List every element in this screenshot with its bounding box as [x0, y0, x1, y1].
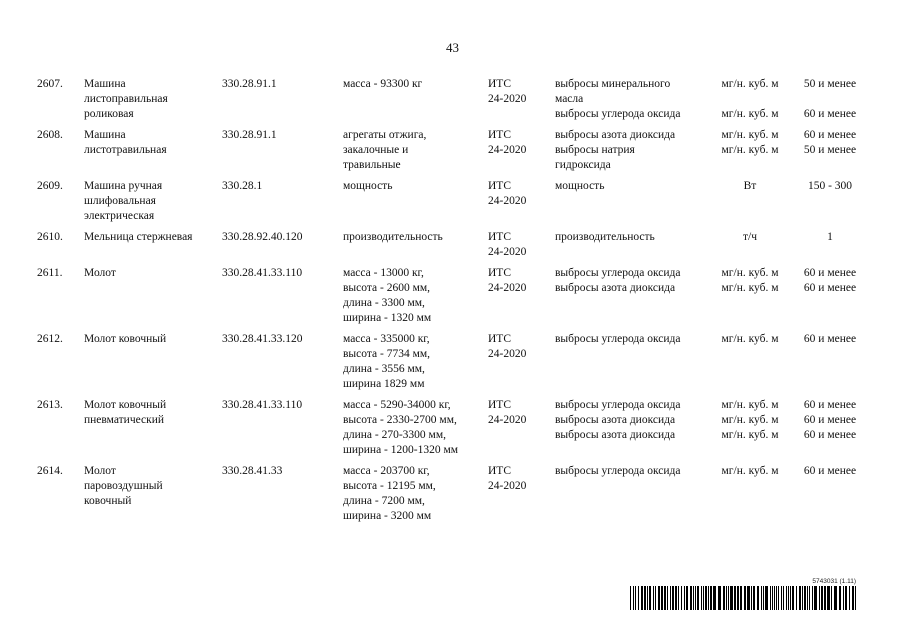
barcode-bar — [638, 586, 639, 610]
barcode-bar — [726, 586, 727, 610]
units-cell — [708, 128, 792, 158]
emission-parameters-text: выбросы минерального — [555, 78, 671, 90]
barcode-bar — [728, 586, 729, 610]
row-number-cell — [37, 464, 63, 479]
row-number-cell — [37, 332, 63, 347]
barcode-bar — [778, 586, 779, 610]
barcode-bar — [703, 586, 704, 610]
itc-reference-text: 24-2020 — [488, 144, 527, 156]
classifier-code-cell — [222, 398, 302, 413]
equipment-name-text: ковочный — [84, 495, 132, 507]
barcode-bar — [855, 586, 856, 610]
characteristics-text: травильные — [343, 159, 401, 171]
characteristics-cell — [343, 77, 422, 92]
barcode-bar — [701, 586, 702, 610]
equipment-name-text: Молот — [84, 465, 116, 477]
barcode-bar — [655, 586, 656, 610]
limit-values-cell — [790, 230, 870, 245]
barcode-bar — [802, 586, 803, 610]
units-text: т/ч — [742, 231, 757, 243]
itc-reference-text: 24-2020 — [488, 195, 527, 207]
emission-parameters-text: выбросы азота диоксида — [555, 429, 676, 441]
emission-parameters-cell — [555, 179, 604, 194]
equipment-name-text: Мельница стержневая — [84, 231, 193, 243]
characteristics-cell — [343, 332, 430, 392]
barcode-bar — [849, 586, 850, 610]
barcode-bar — [649, 586, 651, 610]
units-text — [708, 92, 792, 107]
classifier-code-cell — [222, 464, 282, 479]
itc-reference-cell — [488, 332, 526, 362]
barcode-bar — [730, 586, 733, 610]
itc-reference-cell — [488, 77, 526, 107]
units-text: мг/н. куб. м — [721, 414, 779, 426]
barcode-bar — [695, 586, 696, 610]
barcode-bar — [675, 586, 677, 610]
units-text: мг/н. куб. м — [721, 144, 779, 156]
characteristics-text: производительность — [343, 231, 443, 243]
barcode-bar — [740, 586, 742, 610]
barcode-bar — [661, 586, 663, 610]
characteristics-text: закалочные и — [343, 144, 409, 156]
equipment-name-text: Молот — [84, 267, 116, 279]
classifier-code-cell — [222, 179, 262, 194]
characteristics-cell — [343, 179, 392, 194]
emission-parameters-text: масла — [555, 93, 584, 105]
barcode-bar — [705, 586, 707, 610]
classifier-code-cell — [222, 266, 302, 281]
characteristics-text: масса - 13000 кг, — [343, 267, 424, 279]
units-text: мг/н. куб. м — [721, 399, 779, 411]
emission-parameters-cell — [555, 266, 681, 296]
barcode-bar — [647, 586, 648, 610]
units-text: мг/н. куб. м — [721, 78, 779, 90]
limit-values-text: 60 и менее — [803, 129, 857, 141]
classifier-code-cell — [222, 332, 303, 347]
barcode-bar — [747, 586, 750, 610]
barcode-bar — [796, 586, 797, 610]
barcode-bar — [804, 586, 806, 610]
limit-values-text: 60 и менее — [803, 108, 857, 120]
limit-values-text: 60 и менее — [803, 267, 857, 279]
limit-values-cell — [790, 332, 870, 347]
itc-reference-text: 24-2020 — [488, 414, 527, 426]
equipment-name-text: листотравильная — [84, 144, 167, 156]
limit-values-text — [790, 92, 870, 107]
barcode-bar — [641, 586, 643, 610]
units-cell — [708, 179, 792, 194]
classifier-code-text: 330.28.41.33 — [222, 465, 283, 477]
equipment-name-text: Молот ковочный — [84, 333, 167, 345]
characteristics-cell — [343, 230, 443, 245]
barcode-bar — [788, 586, 789, 610]
equipment-name-cell — [84, 179, 162, 224]
barcode-bar — [670, 586, 671, 610]
equipment-name-text: роликовая — [84, 108, 134, 120]
units-text: мг/н. куб. м — [721, 282, 779, 294]
barcode-bar — [686, 586, 688, 610]
barcode-bar — [827, 586, 830, 610]
itc-reference-cell — [488, 266, 526, 296]
itc-reference-text: 24-2020 — [488, 480, 527, 492]
equipment-name-text: Машина — [84, 129, 126, 141]
characteristics-cell — [343, 266, 431, 326]
barcode-bar — [807, 586, 808, 610]
itc-reference-text: 24-2020 — [488, 348, 527, 360]
emission-parameters-cell — [555, 332, 681, 347]
itc-reference-text: ИТС — [488, 180, 511, 192]
characteristics-text: масса - 335000 кг, — [343, 333, 430, 345]
characteristics-text: мощность — [343, 180, 393, 192]
row-number-text: 2612. — [37, 333, 63, 345]
limit-values-text: 60 и менее — [803, 465, 857, 477]
barcode-bar — [790, 586, 791, 610]
barcode-bar — [633, 586, 634, 610]
units-cell — [708, 398, 792, 443]
row-number-cell — [37, 266, 62, 281]
equipment-name-text: пневматический — [84, 414, 165, 426]
itc-reference-cell — [488, 179, 526, 209]
equipment-name-text: листоправильная — [84, 93, 168, 105]
classifier-code-text: 330.28.41.33.120 — [222, 333, 303, 345]
barcode-bar — [845, 586, 847, 610]
barcode-bar — [667, 586, 668, 610]
limit-values-cell — [790, 464, 870, 479]
barcode-bar — [710, 586, 712, 610]
barcode-bar — [839, 586, 841, 610]
row-number-text: 2608. — [37, 129, 63, 141]
barcode-bar — [772, 586, 773, 610]
barcode-bar — [708, 586, 709, 610]
characteristics-cell — [343, 464, 436, 524]
limit-values-cell — [790, 266, 870, 296]
limit-values-text: 50 и менее — [803, 78, 857, 90]
limit-values-text: 150 - 300 — [807, 180, 853, 192]
units-cell — [708, 266, 792, 296]
characteristics-text: ширина - 3200 мм — [343, 510, 432, 522]
barcode-bar — [644, 586, 646, 610]
characteristics-text: длина - 270-3300 мм, — [343, 429, 446, 441]
classifier-code-cell — [222, 77, 277, 92]
limit-values-cell — [790, 128, 870, 158]
emission-parameters-text: выбросы натрия — [555, 144, 635, 156]
units-cell — [708, 230, 792, 245]
limit-values-text: 60 и менее — [803, 282, 857, 294]
row-number-cell — [37, 77, 63, 92]
characteristics-cell — [343, 128, 426, 173]
characteristics-text: длина - 7200 мм, — [343, 495, 425, 507]
row-number-text: 2610. — [37, 231, 63, 243]
characteristics-text: масса - 203700 кг, — [343, 465, 430, 477]
units-cell — [708, 332, 792, 347]
barcode-bar — [792, 586, 794, 610]
limit-values-text: 60 и менее — [803, 429, 857, 441]
barcode-bar — [852, 586, 854, 610]
classifier-code-text: 330.28.41.33.110 — [222, 399, 303, 411]
itc-reference-cell — [488, 128, 526, 158]
itc-reference-cell — [488, 230, 526, 260]
row-number-text: 2609. — [37, 180, 63, 192]
itc-reference-text: ИТС — [488, 399, 511, 411]
itc-reference-text: ИТС — [488, 267, 511, 279]
row-number-cell — [37, 230, 63, 245]
barcode-bar — [653, 586, 654, 610]
equipment-name-text: Машина ручная — [84, 180, 163, 192]
characteristics-text: ширина - 1200-1320 мм — [343, 444, 459, 456]
barcode-bar — [765, 586, 768, 610]
itc-reference-text: ИТС — [488, 129, 511, 141]
barcode-caption: 5743031 (1.11) — [812, 578, 856, 585]
row-number-cell — [37, 179, 63, 194]
equipment-name-text: Молот ковочный — [84, 399, 167, 411]
limit-values-text: 60 и менее — [803, 414, 857, 426]
barcode-bar — [831, 586, 832, 610]
equipment-name-cell — [84, 128, 167, 158]
emission-parameters-text: выбросы азота диоксида — [555, 282, 676, 294]
barcode-bar — [776, 586, 777, 610]
equipment-name-cell — [84, 266, 116, 281]
itc-reference-text: ИТС — [488, 78, 511, 90]
itc-reference-cell — [488, 464, 526, 494]
barcode-bar — [761, 586, 762, 610]
characteristics-text: агрегаты отжига, — [343, 129, 427, 141]
emission-parameters-text: мощность — [555, 180, 605, 192]
emission-parameters-text: производительность — [555, 231, 655, 243]
barcode-bar — [737, 586, 739, 610]
limit-values-text: 1 — [827, 231, 833, 243]
equipment-name-cell — [84, 398, 166, 428]
itc-reference-text: 24-2020 — [488, 93, 527, 105]
barcode-bar — [819, 586, 820, 610]
limit-values-cell — [790, 179, 870, 194]
classifier-code-text: 330.28.92.40.120 — [222, 231, 303, 243]
barcode-bar — [734, 586, 736, 610]
barcode-bar — [781, 586, 782, 610]
row-number-text: 2613. — [37, 399, 63, 411]
units-cell — [708, 77, 792, 122]
barcode-bar — [723, 586, 725, 610]
barcode-bar — [693, 586, 694, 610]
units-cell — [708, 464, 792, 479]
units-text: мг/н. куб. м — [721, 267, 779, 279]
emission-parameters-text: выбросы азота диоксида — [555, 414, 676, 426]
barcode-bar — [684, 586, 685, 610]
emission-parameters-cell — [555, 464, 681, 479]
characteristics-text: ширина 1829 мм — [343, 378, 425, 390]
row-number-text: 2607. — [37, 78, 63, 90]
units-text: мг/н. куб. м — [721, 429, 779, 441]
emission-parameters-text: выбросы углерода оксида — [555, 333, 681, 345]
limit-values-cell — [790, 77, 870, 122]
units-text: мг/н. куб. м — [721, 333, 779, 345]
barcode-bar — [697, 586, 699, 610]
barcode-bar — [770, 586, 771, 610]
emission-parameters-cell — [555, 230, 655, 245]
barcode-bar — [763, 586, 764, 610]
units-text: мг/н. куб. м — [721, 129, 779, 141]
equipment-name-text: паровоздушный — [84, 480, 163, 492]
equipment-name-cell — [84, 332, 166, 347]
equipment-name-text: электрическая — [84, 210, 155, 222]
characteristics-text: масса - 5290-34000 кг, — [343, 399, 451, 411]
limit-values-text: 60 и менее — [803, 333, 857, 345]
characteristics-cell — [343, 398, 458, 458]
barcode-bar — [821, 586, 823, 610]
barcode-bar — [786, 586, 787, 610]
itc-reference-text: ИТС — [488, 231, 511, 243]
barcode-bar — [824, 586, 826, 610]
barcode-bar — [753, 586, 755, 610]
barcode-bar — [744, 586, 746, 610]
limit-values-text: 50 и менее — [803, 144, 857, 156]
itc-reference-text: 24-2020 — [488, 282, 527, 294]
emission-parameters-text: выбросы углерода оксида — [555, 465, 681, 477]
equipment-name-cell — [84, 77, 168, 122]
barcode-bar — [809, 586, 810, 610]
barcode-bar — [630, 586, 631, 610]
barcode-bar — [843, 586, 844, 610]
itc-reference-text: ИТС — [488, 465, 511, 477]
emission-parameters-cell — [555, 398, 681, 443]
characteristics-text: высота - 2600 мм, — [343, 282, 431, 294]
barcode-bar — [664, 586, 666, 610]
characteristics-text: высота - 12195 мм, — [343, 480, 436, 492]
emission-parameters-text: выбросы углерода оксида — [555, 108, 681, 120]
barcode-bar — [799, 586, 801, 610]
itc-reference-cell — [488, 398, 526, 428]
barcode-bar — [672, 586, 674, 610]
row-number-text: 2614. — [37, 465, 63, 477]
barcode-bar — [718, 586, 721, 610]
emission-parameters-cell — [555, 77, 681, 122]
characteristics-text: длина - 3556 мм, — [343, 363, 425, 375]
barcode-bar — [757, 586, 759, 610]
characteristics-text: высота - 2330-2700 мм, — [343, 414, 457, 426]
equipment-name-text: Машина — [84, 78, 126, 90]
barcode-bar — [774, 586, 775, 610]
itc-reference-text: 24-2020 — [488, 246, 527, 258]
page-number: 43 — [446, 40, 459, 55]
row-number-text: 2611. — [37, 267, 63, 279]
barcode-icon — [630, 586, 856, 610]
equipment-name-cell — [84, 464, 163, 509]
barcode-bar — [690, 586, 692, 610]
barcode-bar — [635, 586, 636, 610]
units-text: Вт — [743, 180, 757, 192]
units-text: мг/н. куб. м — [721, 108, 779, 120]
classifier-code-cell — [222, 128, 277, 143]
barcode-bar — [834, 586, 837, 610]
characteristics-text: ширина - 1320 мм — [343, 312, 432, 324]
limit-values-text: 60 и менее — [803, 399, 857, 411]
emission-parameters-text: выбросы азота диоксида — [555, 129, 676, 141]
equipment-name-text: шлифовальная — [84, 195, 156, 207]
row-number-cell — [37, 398, 63, 413]
characteristics-text: масса - 93300 кг — [343, 78, 423, 90]
itc-reference-text: ИТС — [488, 333, 511, 345]
emission-parameters-text: выбросы углерода оксида — [555, 267, 681, 279]
units-text: мг/н. куб. м — [721, 465, 779, 477]
barcode-bar — [713, 586, 716, 610]
classifier-code-cell — [222, 230, 303, 245]
classifier-code-text: 330.28.41.33.110 — [222, 267, 303, 279]
emission-parameters-text: выбросы углерода оксида — [555, 399, 681, 411]
limit-values-cell — [790, 398, 870, 443]
classifier-code-text: 330.28.91.1 — [222, 78, 277, 90]
equipment-name-cell — [84, 230, 192, 245]
row-number-cell — [37, 128, 63, 143]
emission-parameters-cell — [555, 128, 675, 173]
barcode-bar — [678, 586, 679, 610]
classifier-code-text: 330.28.91.1 — [222, 129, 277, 141]
classifier-code-text: 330.28.1 — [222, 180, 263, 192]
barcode-bar — [658, 586, 660, 610]
barcode-bar — [783, 586, 784, 610]
emission-parameters-text: гидроксида — [555, 159, 611, 171]
barcode-bar — [681, 586, 682, 610]
characteristics-text: длина - 3300 мм, — [343, 297, 425, 309]
barcode-bar — [812, 586, 813, 610]
barcode-bar — [814, 586, 817, 610]
barcode-bar — [751, 586, 752, 610]
characteristics-text: высота - 7734 мм, — [343, 348, 431, 360]
